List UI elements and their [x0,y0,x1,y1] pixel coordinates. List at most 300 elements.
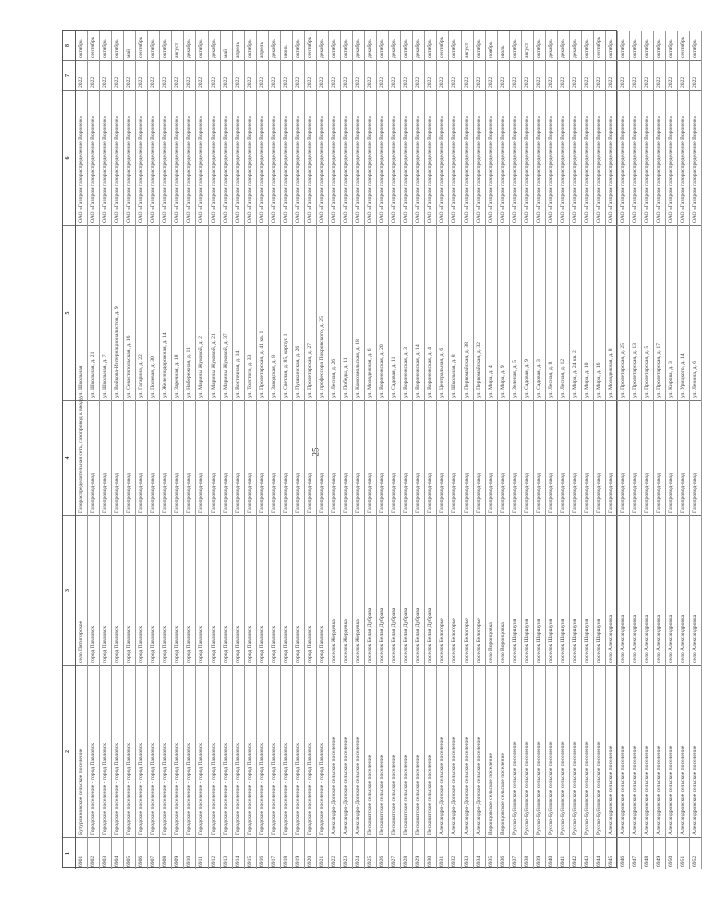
cell-settlement: Александро-Донское сельское поселение [353,665,364,837]
cell-locality: город Павловск [160,515,171,665]
cell-month: октябрь [162,39,169,58]
cell-address: ул. Мира, д. 4 [486,225,497,400]
cell-settlement: Александро-Донское сельское поселение [462,665,473,837]
cell-settlement: Александро-Донское сельское поселение [341,665,352,837]
cell-object-type: Газопровод-ввод [172,400,183,515]
cell-address: ул. Лесная, д. 26 [329,225,340,400]
cell-year: 2022 [606,60,617,90]
cell-organization: ОАО «Газпром газораспределение Воронеж» [233,90,244,225]
cell-address: ул. Восточная, д. 14 [233,225,244,400]
cell-month: декабрь [367,39,374,58]
cell-row-number: 6939 [534,837,545,869]
cell-address: ул. Севастопольская, д. 16 [124,225,135,400]
table-row [546,31,558,869]
cell-address: ул. Мира, д. 24 кв. 2 [570,225,581,400]
cell-settlement: Городское поселение - город Павловск [293,665,304,837]
cell-organization: ОАО «Газпром газораспределение Воронеж» [269,90,280,225]
cell-row-number: 6919 [293,837,304,869]
cell-settlement: Русско-Буйловское сельское поселение [570,665,581,837]
table-body [76,31,702,869]
cell-locality: город Павловск [196,515,207,665]
cell-locality: поселок Шаршуня [534,515,545,665]
cell-locality: поселок Белогорье [437,515,448,665]
cell-month: август [523,42,530,58]
cell-settlement: Городское поселение - город Павловск [233,665,244,837]
cell-month: май [222,49,229,58]
table-row [112,31,124,869]
table-row [389,31,401,869]
cell-organization: ОАО «Газпром газораспределение Воронеж» [245,90,256,225]
table-row [196,31,208,869]
cell-settlement: Городское поселение - город Павловск [160,665,171,837]
cell-month: октябрь [427,39,434,58]
cell-month: октябрь [632,39,639,58]
cell-month: сентябрь [306,36,313,58]
cell-object-type: Газопровод-ввод [449,400,460,515]
cell-organization: ОАО «Газпром газораспределение Воронеж» [365,90,376,225]
cell-month: октябрь [78,39,84,58]
cell-row-number: 6942 [570,837,581,869]
cell-object-type: Газопровод-ввод [413,400,424,515]
cell-object-type: Газопровод-ввод [642,400,653,515]
cell-organization: ОАО «Газпром газораспределение Воронеж» [449,90,460,225]
cell-row-number: 6903 [100,837,111,869]
cell-organization: ОАО «Газпром газораспределение Воронеж» [377,90,388,225]
cell-row-number: 6941 [558,837,569,869]
cell-locality: поселок Шаршуня [570,515,581,665]
cell-locality: село Александровка [666,515,677,665]
cell-row-number: 6951 [678,837,689,869]
cell-locality: город Павловск [112,515,123,665]
cell-organization: ОАО «Газпром газораспределение Воронеж» [305,90,316,225]
cell-settlement: Александровское сельское поселение [666,665,677,837]
cell-locality: город Павловск [317,515,328,665]
cell-address: ул. Школьная, д. 21 [88,225,99,400]
cell-locality: поселок Белогорье [462,515,473,665]
cell-address: ул. Первомайская, д. 38 [462,225,473,400]
cell-object-type: Газопровод-ввод [148,400,159,515]
cell-settlement: Русско-Буйловское сельское поселение [546,665,557,837]
cell-object-type: Газопровод-ввод [654,400,665,515]
cell-address: ул. Мира, д. 16 [594,225,605,400]
table-row [184,31,196,869]
cell-year: 2022 [100,60,111,90]
cell-year: 2022 [437,60,448,90]
cell-organization: ОАО «Газпром газораспределение Воронеж» [570,90,581,225]
cell-object-type: Газопровод-ввод [196,400,207,515]
cell-locality: город Павловск [124,515,135,665]
cell-locality: поселок Шаршуня [558,515,569,665]
cell-organization: ОАО «Газпром газораспределение Воронеж» [124,90,135,225]
cell-locality: город Павловск [184,515,195,665]
cell-locality: город Павловск [281,515,292,665]
cell-organization: ОАО «Газпром газораспределение Воронеж» [594,90,605,225]
cell-year: 2022 [425,60,436,90]
cell-address: ул. Мира, д. 9 [498,225,509,400]
cell-locality: село Воронцовка [486,515,497,665]
cell-organization: ОАО «Газпром газораспределение Воронеж» [136,90,147,225]
cell-address: ул. Воронежская, д. 4 [425,225,436,400]
cell-object-type: Газопровод-ввод [293,400,304,515]
cell-locality: село Александровка [654,515,665,665]
cell-organization: ОАО «Газпром газораспределение Воронеж» [630,90,641,225]
cell-address: ул. Первомайская, д. 32 [474,225,485,400]
cell-settlement: Городское поселение - город Павловск [317,665,328,837]
cell-organization: ОАО «Газпром газораспределение Воронеж» [257,90,268,225]
cell-month: декабрь [391,39,398,58]
table-row [160,31,172,869]
cell-organization: ОАО «Газпром газораспределение Воронеж» [401,90,412,225]
cell-row-number: 6918 [281,837,292,869]
cell-row-number: 6910 [184,837,195,869]
cell-address: ул. Пролетарская, д. 27 [305,225,316,400]
cell-year: 2022 [462,60,473,90]
cell-row-number: 6931 [437,837,448,869]
cell-year: 2022 [136,60,147,90]
cell-settlement: Городское поселение - город Павловск [269,665,280,837]
cell-organization: ОАО «Газпром газораспределение Воронеж» [582,90,593,225]
cell-organization: ОАО «Газпром газораспределение Воронеж» [425,90,436,225]
cell-address: ул. Пролетарская, д. 41 кв. 1 [257,225,268,400]
cell-month: декабрь [415,39,422,58]
cell-address: ул. Молодежная, д. 8 [606,225,617,400]
cell-organization: ОАО «Газпром газораспределение Воронеж» [654,90,665,225]
cell-month: октябрь [246,39,253,58]
table-row [245,31,257,869]
cell-settlement: Песковатское сельское поселение [401,665,412,837]
cell-year: 2022 [317,60,328,90]
cell-settlement: Русско-Буйловское сельское поселение [534,665,545,837]
cell-year: 2022 [148,60,159,90]
cell-row-number: 6936 [498,837,509,869]
table-row [88,31,100,869]
table-row [510,31,522,869]
cell-row-number: 6928 [401,837,412,869]
cell-settlement: Городское поселение - город Павловск [281,665,292,837]
cell-address: ул. Пушкинская, д. 26 [293,225,304,400]
table-row [594,31,606,869]
cell-organization: ОАО «Газпром газораспределение Воронеж» [88,90,99,225]
scanned-table-page [62,30,699,868]
table-row [281,31,293,869]
cell-settlement: Городское поселение - город Павловск [124,665,135,837]
cell-organization: ОАО «Газпром газораспределение Воронеж» [317,90,328,225]
cell-object-type: Газопровод-ввод [606,400,617,515]
cell-month: август [463,42,470,58]
cell-settlement: Александровское сельское поселение [690,665,701,837]
cell-organization: ОАО «Газпром газораспределение Воронеж» [293,90,304,225]
table-row [136,31,148,869]
cell-locality: село Александровка [630,515,641,665]
cell-month: июнь [282,45,289,58]
table-row [233,31,245,869]
cell-address: ул. Зеленая, д. 5 [510,225,521,400]
cell-month: декабрь [547,39,554,58]
cell-year: 2022 [498,60,509,90]
cell-row-number: 6912 [209,837,220,869]
cell-organization: ОАО «Газпром газораспределение Воронеж» [148,90,159,225]
cell-month: октябрь [620,39,627,58]
cell-organization: ОАО «Газпром газораспределение Воронеж» [546,90,557,225]
cell-organization: ОАО «Газпром газораспределение Воронеж» [437,90,448,225]
cell-address: ул. Лесная, д. 8 [546,225,557,400]
cell-year: 2022 [329,60,340,90]
cell-address: ул. Лесная, д. 12 [558,225,569,400]
cell-year: 2022 [486,60,497,90]
cell-month: октябрь [511,39,518,58]
cell-settlement: Русско-Буйловское сельское поселение [594,665,605,837]
cell-locality: город Павловск [233,515,244,665]
cell-row-number: 6906 [136,837,147,869]
rotated-table [63,31,699,869]
cell-locality: город Павловск [88,515,99,665]
cell-settlement: Александровское сельское поселение [606,665,617,837]
cell-organization: ОАО «Газпром газораспределение Воронеж» [329,90,340,225]
cell-object-type: Газопровод-ввод [678,400,689,515]
cell-object-type: Газопровод-ввод [558,400,569,515]
cell-locality: село Пятигорское [76,515,87,665]
cell-month: сентябрь [138,36,145,58]
table-row [148,31,160,869]
cell-month: декабрь [571,39,578,58]
cell-year: 2022 [642,60,653,90]
cell-year: 2022 [209,60,220,90]
cell-month: сентябрь [90,36,97,58]
cell-locality: поселок Шаршуня [510,515,521,665]
column-header: 6 [63,90,75,225]
cell-year: 2022 [413,60,424,90]
cell-row-number: 6940 [546,837,557,869]
cell-month: октябрь [583,39,590,58]
table-row [618,31,630,869]
cell-settlement: Городское поселение - город Павловск [112,665,123,837]
cell-organization: ОАО «Газпром газораспределение Воронеж» [221,90,232,225]
cell-address: ул. Молодежная, д. 6 [365,225,376,400]
cell-year: 2022 [522,60,533,90]
cell-row-number: 6902 [88,837,99,869]
cell-row-number: 6908 [160,837,171,869]
cell-organization: ОАО «Газпром газораспределение Воронеж» [618,90,629,225]
cell-address: ул. профессора Покровского, д. 25 [317,225,328,400]
cell-object-type: Газопровод-ввод [486,400,497,515]
cell-month: октябрь [475,39,482,58]
table-row [654,31,666,869]
cell-settlement: Александровское сельское поселение [654,665,665,837]
cell-object-type: Газопровод-ввод [305,400,316,515]
cell-organization: ОАО «Газпром газораспределение Воронеж» [534,90,545,225]
cell-month: декабрь [559,39,566,58]
table-row [534,31,546,869]
cell-settlement: Песковатское сельское поселение [377,665,388,837]
cell-address: ул. Светлая, д. 85, корпус 1 [281,225,292,400]
cell-address: ул. Марины Жуковой, д. 2 [196,225,207,400]
cell-row-number: 6948 [642,837,653,869]
cell-organization: ОАО «Газпром газораспределение Воронеж» [510,90,521,225]
cell-row-number: 6904 [112,837,123,869]
cell-row-number: 6949 [654,837,665,869]
cell-address: ул. Пролетарская, д. 17 [654,225,665,400]
cell-settlement: Городское поселение - город Павловск [221,665,232,837]
cell-object-type: Газопровод-ввод [269,400,280,515]
cell-year: 2022 [449,60,460,90]
cell-organization: ОАО «Газпром газораспределение Воронеж» [184,90,195,225]
cell-month: октябрь [379,39,386,58]
cell-address: ул. Полевая, д. 30 [148,225,159,400]
cell-locality: город Павловск [172,515,183,665]
cell-settlement: Воронцовское сельское поселение [498,665,509,837]
cell-row-number: 6935 [486,837,497,869]
cell-organization: ОАО «Газпром газораспределение Воронеж» [353,90,364,225]
cell-address: ул. Школьная [76,225,87,400]
cell-address: ул. Марины Жуковой, д. 21 [209,225,220,400]
cell-organization: ОАО «Газпром газораспределение Воронеж» [690,90,701,225]
cell-row-number: 6947 [630,837,641,869]
cell-year: 2022 [401,60,412,90]
cell-month: декабрь [210,39,217,58]
table-row [449,31,461,869]
cell-month: октябрь [294,39,301,58]
cell-address: ул. Пролетарская, д. 13 [630,225,641,400]
cell-settlement: Русско-Буйловское сельское поселение [510,665,521,837]
cell-month: октябрь [102,39,109,58]
table-row [486,31,498,869]
cell-address: ул. Воронежская, д. 20 [377,225,388,400]
cell-row-number: 6914 [233,837,244,869]
cell-row-number: 6907 [148,837,159,869]
cell-month: октябрь [114,39,121,58]
cell-object-type: Газопровод-ввод [136,400,147,515]
cell-organization: ОАО «Газпром газораспределение Воронеж» [341,90,352,225]
cell-address: ул. Мира, д. 10 [582,225,593,400]
table-row [377,31,389,869]
cell-month: декабрь [318,39,325,58]
cell-settlement: Городское поселение - город Павловск [172,665,183,837]
cell-year: 2022 [353,60,364,90]
cell-settlement: Городское поселение - город Павловск [184,665,195,837]
cell-organization: ОАО «Газпром газораспределение Воронеж» [112,90,123,225]
table-row [425,31,437,869]
cell-object-type: Газопровод-ввод [522,400,533,515]
cell-row-number: 6921 [317,837,328,869]
cell-locality: поселок Белогорье [449,515,460,665]
cell-year: 2022 [221,60,232,90]
cell-organization: ОАО «Газпром газораспределение Воронеж» [486,90,497,225]
cell-row-number: 6926 [377,837,388,869]
cell-object-type: Газопровод-ввод [281,400,292,515]
cell-organization: ОАО «Газпром газораспределение Воронеж» [462,90,473,225]
cell-object-type: Газопровод-ввод [257,400,268,515]
cell-year: 2022 [558,60,569,90]
cell-row-number: 6929 [413,837,424,869]
cell-locality: город Павловск [209,515,220,665]
cell-locality: село Александровка [678,515,689,665]
cell-object-type: Газопровод-ввод [666,400,677,515]
cell-year: 2022 [233,60,244,90]
cell-month: октябрь [403,39,410,58]
cell-row-number: 6922 [329,837,340,869]
table-row [209,31,221,869]
cell-locality: город Павловск [148,515,159,665]
cell-object-type: Газопровод-ввод [462,400,473,515]
cell-settlement: Городское поселение - город Павловск [88,665,99,837]
cell-object-type: Газопровод-ввод [377,400,388,515]
cell-month: сентябрь [680,36,687,58]
cell-month: октябрь [668,39,675,58]
cell-address: ул. Центральная, д. 6 [437,225,448,400]
table-header-row [63,31,76,869]
cell-year: 2022 [76,60,87,90]
cell-month: октябрь [692,39,699,58]
cell-locality: село Александровка [642,515,653,665]
cell-organization: ОАО «Газпром газораспределение Воронеж» [522,90,533,225]
cell-address: ул. Набережная, д. 11 [184,225,195,400]
cell-month: октябрь [150,39,157,58]
cell-address: ул. Садовая, д. 9 [522,225,533,400]
cell-locality: поселок Шаршуня [546,515,557,665]
cell-month: октябрь [608,39,615,58]
cell-row-number: 6916 [257,837,268,869]
cell-year: 2022 [257,60,268,90]
cell-year: 2022 [534,60,545,90]
cell-address: ул. Садовая, д. 3 [534,225,545,400]
cell-row-number: 6950 [666,837,677,869]
cell-settlement: Городское поселение - город Павловск [209,665,220,837]
cell-year: 2022 [474,60,485,90]
cell-month: ноябрь [487,41,494,58]
cell-locality: город Павловск [269,515,280,665]
cell-address: ул. Гагарина, д. 22 [136,225,147,400]
table-row [437,31,449,869]
cell-row-number: 6901 [76,837,87,869]
cell-month: октябрь [343,39,350,58]
cell-organization: ОАО «Газпром газораспределение Воронеж» [160,90,171,225]
cell-row-number: 6932 [449,837,460,869]
cell-object-type: Газопровод-ввод [510,400,521,515]
cell-address: ул. Комсомольская, д. 18 [353,225,364,400]
cell-locality: поселок Шаршуня [582,515,593,665]
cell-settlement: Песковатское сельское поселение [365,665,376,837]
column-header: 2 [63,665,75,837]
cell-settlement: Александро-Донское сельское поселение [449,665,460,837]
cell-year: 2022 [196,60,207,90]
cell-row-number: 6927 [389,837,400,869]
table-row [690,31,702,869]
table-row [401,31,413,869]
cell-year: 2022 [281,60,292,90]
cell-object-type: Газопровод-ввод [498,400,509,515]
cell-object-type: Газопровод-ввод [124,400,135,515]
cell-object-type: Газопровод-ввод [594,400,605,515]
cell-row-number: 6923 [341,837,352,869]
cell-object-type: Газопровод-ввод [233,400,244,515]
table-row [124,31,136,869]
cell-month: сентябрь [439,36,446,58]
table-row [462,31,474,869]
cell-year: 2022 [666,60,677,90]
cell-locality: поселок Жердевка [341,515,352,665]
cell-address: ул. Пролетарская, д. 5 [642,225,653,400]
cell-organization: ОАО «Газпром газораспределение Воронеж» [642,90,653,225]
cell-month: декабрь [186,39,193,58]
table-row [221,31,233,869]
cell-settlement: Песковатское сельское поселение [413,665,424,837]
cell-object-type: Газопровод-ввод [690,400,701,515]
cell-row-number: 6934 [474,837,485,869]
cell-settlement: Русско-Буйловское сельское поселение [582,665,593,837]
cell-locality: поселок Белая Дубрава [377,515,388,665]
cell-locality: село Александровка [606,515,617,665]
table-row [642,31,654,869]
